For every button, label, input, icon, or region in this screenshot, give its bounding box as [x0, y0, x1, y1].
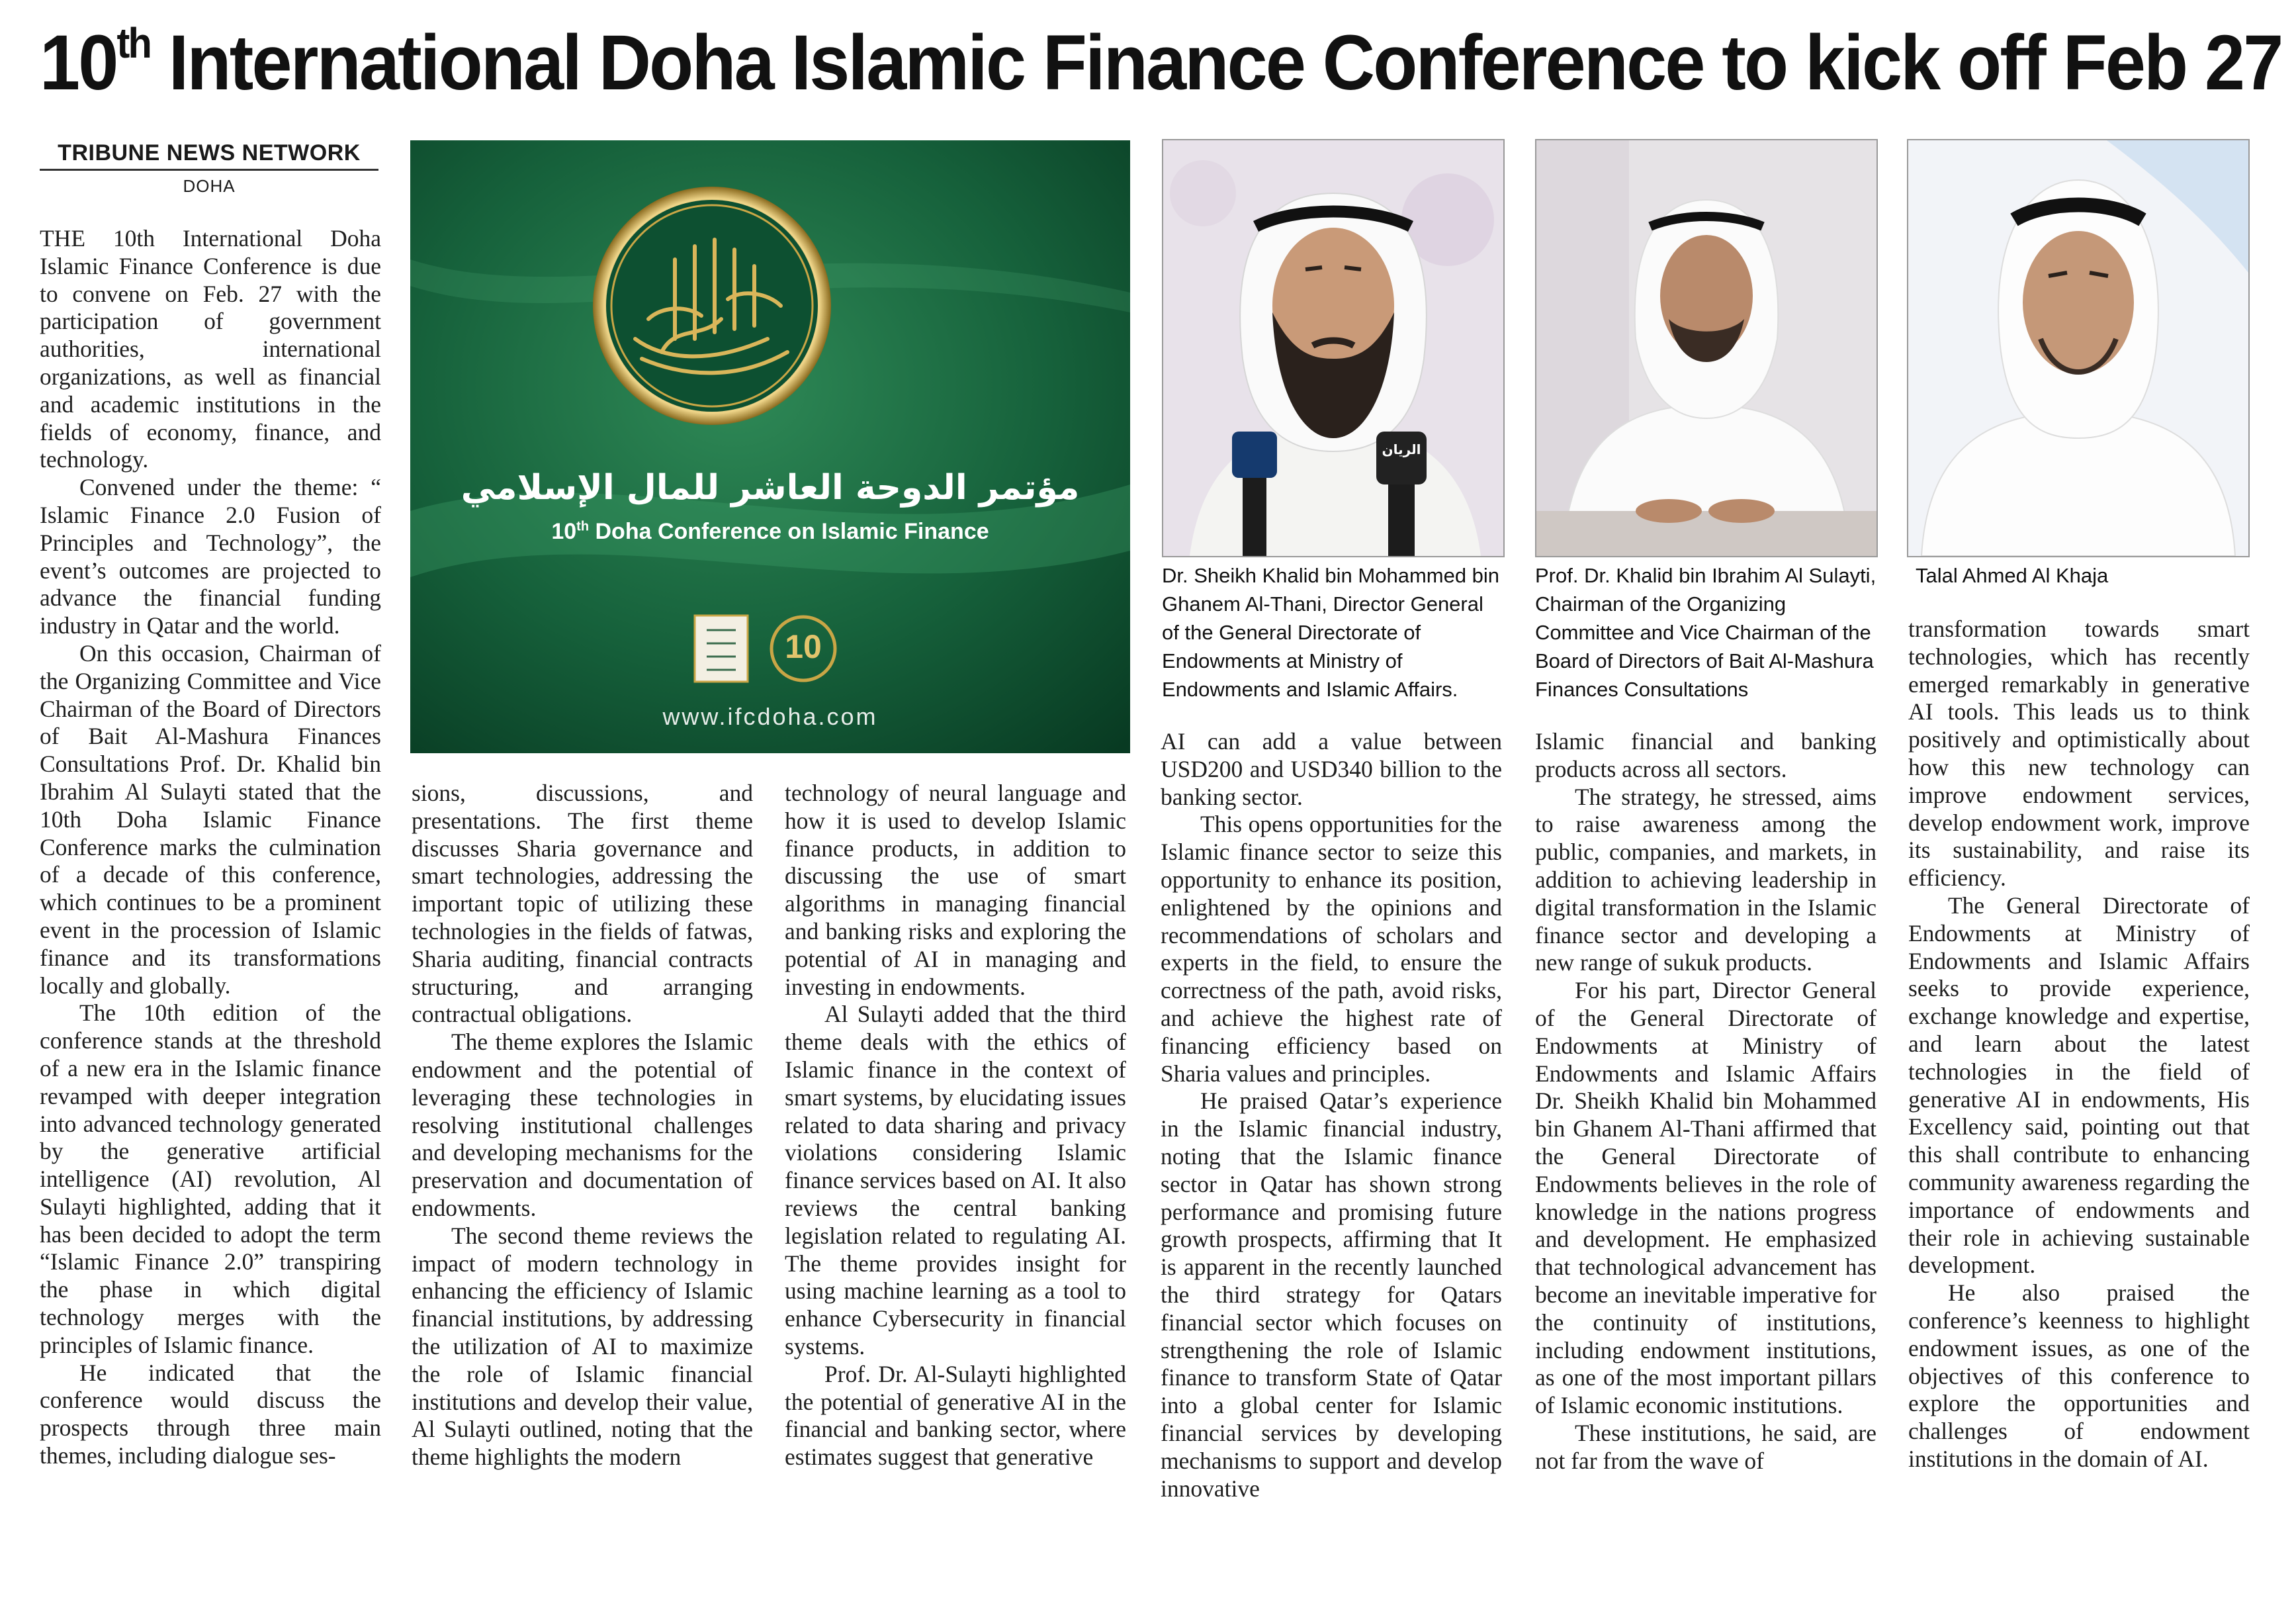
caption-khalid-al-sulayti: Prof. Dr. Khalid bin Ibrahim Al Sulayti, Chairman of the Organizing Committee and Vice Chairman of the Board of Directors of Bait Al-Mashura Finances Consultations	[1535, 564, 1877, 701]
photo-khalid-al-thani	[1162, 139, 1505, 557]
paragraph: Islamic financial and banking products across all sectors.	[1535, 728, 1877, 782]
headline	[40, 13, 2282, 113]
paragraph: He indicated that the conference would discuss the prospects through three main themes, including dialogue ses-	[40, 1359, 381, 1469]
paragraph: AI can add a value between USD200 and USD340 billion to the banking sector.	[1161, 728, 1502, 810]
portrait-2-image	[1536, 140, 1877, 556]
paragraph: He praised Qatar’s experience in the Islamic financial industry, noting that the Islamic finance sector in Qatar has shown strong performance and promising future growth prospects, affirming that It is apparent in the recently launched the third strategy for Qatars financial sector which focuses on strengthening the role of Islamic finance to transform State of Qatar into a global center for Islamic financial services by developing mechanisms to support and develop innovative	[1161, 1087, 1502, 1502]
paragraph: The strategy, he stressed, aims to raise awareness among the public, companies, and markets, in addition to achieving leadership in digital transformation in the Islamic finance sector and developing a new range of sukuk products.	[1535, 783, 1877, 976]
paragraph: technology of neural language and how it is used to develop Islamic finance products, in addition to discussing the use of smart algorithms in managing financial and banking risks and exploring the potential of AI in managing and investing in endowments.	[785, 780, 1126, 1000]
paragraph: This opens opportunities for the Islamic finance sector to seize this opportunity to enhance its position, enlightened by the opinions and recommendations of scholars and experts in the field, to ensure the correctness of the path, avoid risks, and achieve the highest rate of financing efficiency based on Sharia values and principles.	[1161, 811, 1502, 1087]
headline-number: 10	[40, 19, 117, 107]
article-column-6	[1908, 616, 2250, 1575]
caption-khalid-al-thani: Dr. Sheikh Khalid bin Mohammed bin Ghanem Al-Thani, Director General of the General Directorate of Endowments at Ministry of Endowments and Islamic Affairs.	[1162, 564, 1500, 701]
paragraph: transformation towards smart technologies, which has recently emerged remarkably in generative AI tools. This leads us to think positively and optimistically about how this new technology can improve endowment services, develop endowment work, improve its sustainability, and raise its efficiency.	[1908, 616, 2250, 892]
paragraph: The theme explores the Islamic endowment and the potential of leveraging these technologies in resolving institutional challenges and developing mechanisms for the preservation and documentation of endowments.	[412, 1029, 753, 1221]
paragraph: sions, discussions, and presentations. The first theme discusses Sharia governance and smart technologies, addressing the important topic of utilizing these technologies in the fields of fatwas, Sharia auditing, financial contracts structuring, and arranging contractual obligations.	[412, 780, 753, 1028]
portrait-1-image	[1163, 140, 1503, 556]
paragraph: For his part, Director General of the General Directorate of Endowments at Ministry of Endowments and Islamic Affairs Dr. Sheikh Khalid bin Mohammed bin Ghanem Al-Thani affirmed that the General Directorate of Endowments believes in the role of knowledge in the nations progress and development. He emphasized that technological advancement has become an inevitable imperative for the continuity of institutions, including endowment institutions, as one of the most important pillars of Islamic economic institutions.	[1535, 977, 1877, 1419]
seal-logo	[695, 616, 748, 682]
photo-talal-al-khaja	[1907, 139, 2250, 557]
poster-graphic	[410, 140, 1130, 753]
photo-khalid-al-sulayti	[1535, 139, 1878, 557]
poster-anniversary-number: 10	[785, 628, 822, 665]
article-column-1	[40, 225, 381, 1575]
poster-english-title: 10th Doha Conference on Islamic Finance	[551, 519, 989, 544]
headline-ordinal: th	[116, 19, 151, 67]
paragraph: On this occasion, Chairman of the Organizing Committee and Vice Chairman of the Board of Directors of Bait Al-Mashura Finances Consultations Prof. Dr. Khalid bin Ibrahim Al Sulayti stated that the 10th Doha Islamic Finance Conference marks the culmination of a decade of this conference, which continues to be a prominent event in the procession of Islamic finance and its transformations locally and globally.	[40, 639, 381, 999]
article-column-5	[1535, 728, 1877, 1575]
paragraph: Convened under the theme: “ Islamic Finance 2.0 Fusion of Principles and Technology”, the event’s outcomes are projected to advance the financial funding industry in Qatar and the world.	[40, 474, 381, 639]
caption-talal-al-khaja: Talal Ahmed Al Khaja	[1916, 564, 2109, 587]
mic-channel-logo: الريان	[1382, 441, 1421, 457]
article-column-3	[785, 780, 1126, 1574]
paragraph: He also praised the conference’s keenness to highlight endowment issues, as one of the objectives of this conference to explore the opportunities and challenges of endowment institutions in the domain of AI.	[1908, 1279, 2250, 1472]
byline	[40, 140, 378, 197]
byline-city: DOHA	[183, 176, 236, 196]
byline-network: TRIBUNE NEWS NETWORK	[40, 140, 378, 171]
paragraph: Al Sulayti added that the third theme deals with the ethics of Islamic finance in the context of smart systems, by elucidating issues related to data sharing and privacy violations considering Islamic finance services based on AI. It also reviews the central banking legislation related to regulating AI. The theme provides insight for using machine learning as a tool to enhance Cybersecurity in financial systems.	[785, 1001, 1126, 1359]
paragraph: THE 10th International Doha Islamic Finance Conference is due to convene on Feb. 27 with the participation of government authorities, international organizations, as well as financial and academic institutions in the fields of economy, finance, and technology.	[40, 225, 381, 473]
headline-text: International Doha Islamic Finance Conference to kick off Feb 27	[150, 19, 2282, 107]
paragraph: The General Directorate of Endowments at Ministry of Endowments and Islamic Affairs seeks to provide experience, exchange knowledge and expertise, and learn about the latest technologies in the field of generative AI in endowments, His Excellency said, pointing out that this shall contribute to enhancing community awareness regarding the importance of endowments and their role in achieving sustainable development.	[1908, 892, 2250, 1279]
poster-arabic-title: مؤتمر الدوحة العاشر للمال الإسلامي	[461, 468, 1080, 508]
paragraph: The second theme reviews the impact of modern technology in enhancing the efficiency of Islamic financial institutions, by addressing the utilization of AI to maximize the role of Islamic financial institutions and develop their value, Al Sulayti outlined, noting that the theme highlights the modern	[412, 1222, 753, 1471]
article-column-2	[412, 780, 753, 1574]
paragraph: These institutions, he said, are not far from the wave of	[1535, 1419, 1877, 1474]
paragraph: The 10th edition of the conference stands at the threshold of a new era in the Islamic finance revamped with deeper integration into advanced technology generated by the generative artificial intelligence (AI) revolution, Al Sulayti highlighted, adding that it has been decided to adopt the term “Islamic Finance 2.0” transpiring the phase in which digital technology merges with the principles of Islamic finance.	[40, 999, 381, 1358]
portrait-3-image	[1908, 140, 2248, 556]
poster-website: www.ifcdoha.com	[662, 703, 878, 730]
conference-poster	[410, 140, 1130, 753]
article-column-4	[1161, 728, 1502, 1575]
paragraph: Prof. Dr. Al-Sulayti highlighted the potential of generative AI in the financial and banking sector, where estimates suggest that generative	[785, 1360, 1126, 1471]
